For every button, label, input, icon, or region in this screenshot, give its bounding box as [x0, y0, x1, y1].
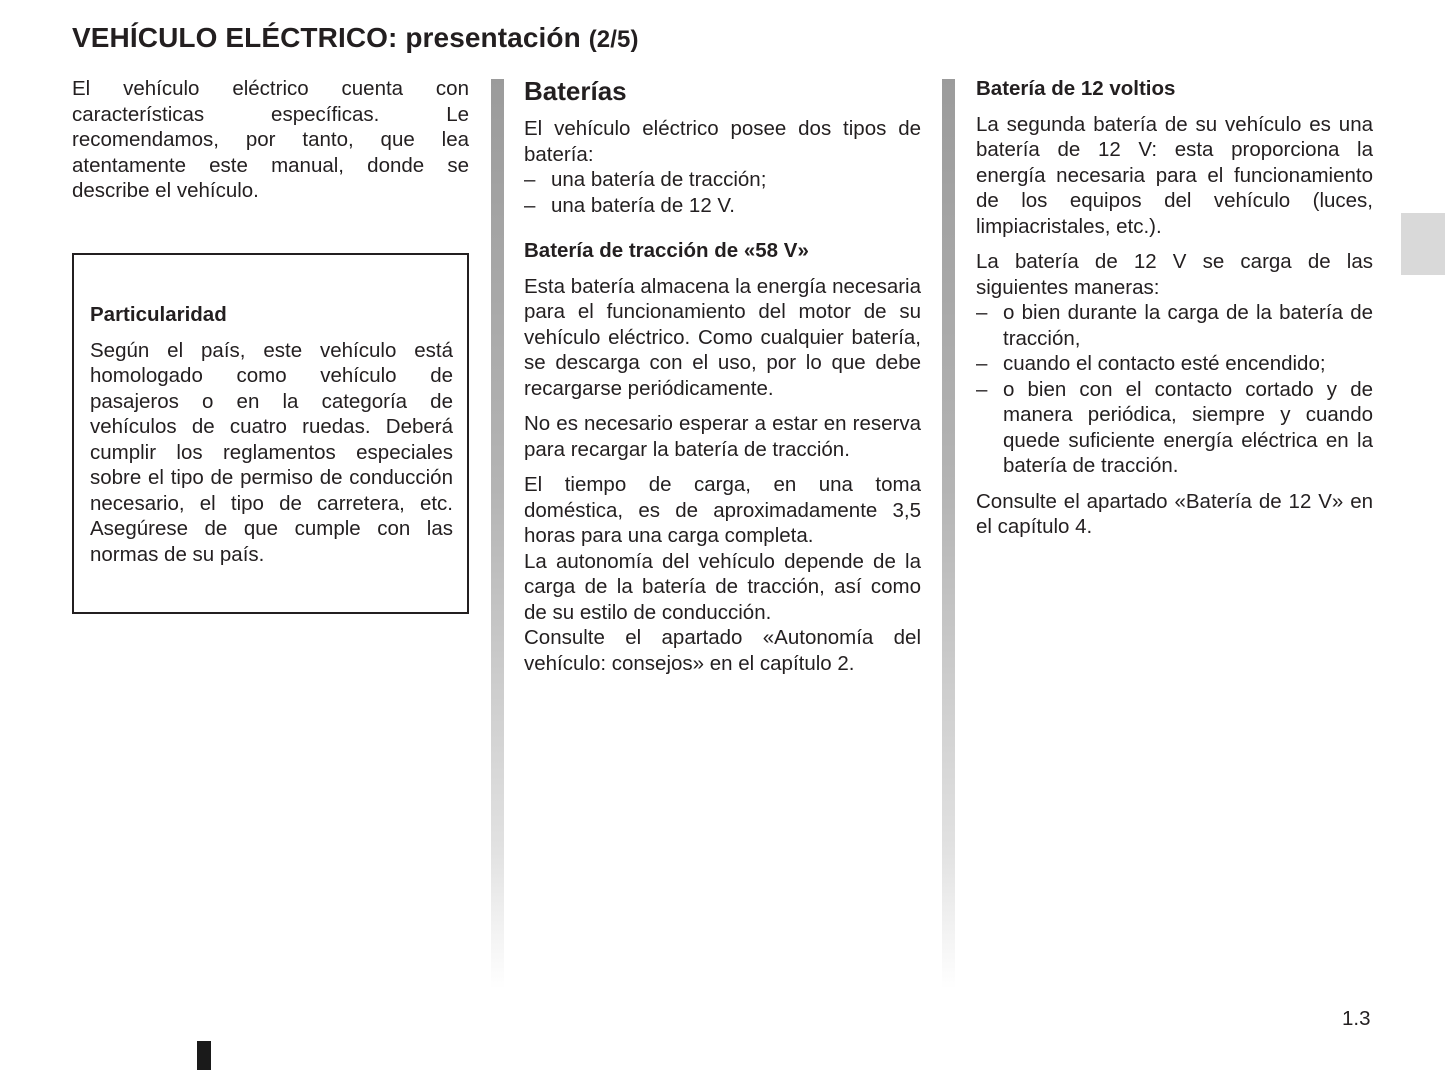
- list-item: – una batería de tracción;: [524, 167, 921, 193]
- battery-types-list: [524, 167, 921, 218]
- traction-paragraph-3b: La autonomía del vehículo depende de la carga de la batería de tracción, así como de su estilo de conducción.: [524, 549, 921, 624]
- battery-12v-paragraph-2: La batería de 12 V se carga de las siguientes maneras:: [976, 250, 1373, 299]
- column-intro: [72, 76, 469, 204]
- page-title-part: (2/5): [588, 26, 639, 53]
- particularity-note-box: [72, 253, 469, 614]
- note-text: Según el país, este vehículo está homologado como vehículo de pasajeros o en la categoría de vehículos de cuatro ruedas. Deberá cumplir los reglamentos especiales sobre el tipo de permiso de conducción necesario, el tipo de carretera, etc. Asegúrese de que cumple con las normas de su país.: [90, 338, 453, 566]
- battery-12v-paragraph-1: La segunda batería de su vehículo es una batería de 12 V: esta proporciona la energía necesaria para el funcionamiento de los equipos del vehículo (luces, limpiacristales, etc.).: [976, 112, 1373, 238]
- traction-battery-heading: Batería de tracción de «58 V»: [524, 239, 809, 262]
- column-divider: [942, 79, 955, 989]
- column-divider: [491, 79, 504, 989]
- list-item: – o bien durante la carga de la batería de tracción,: [976, 300, 1373, 351]
- list-item: – cuando el contacto esté encendido;: [976, 351, 1373, 377]
- intro-paragraph: El vehículo eléctrico cuenta con características específicas. Le recomendamos, por tanto, que lea atentamente este manual, donde se describe el vehículo.: [72, 77, 469, 202]
- batteries-heading: Baterías: [524, 76, 627, 106]
- battery-12v-heading: Batería de 12 voltios: [976, 77, 1176, 100]
- note-heading: Particularidad: [90, 303, 227, 326]
- column-batteries: [524, 76, 921, 676]
- list-item: – o bien con el contacto cortado y de manera periódica, siempre y cuando quede suficiente energía eléctrica en la batería de tracción.: [976, 377, 1373, 479]
- traction-paragraph-1: Esta batería almacena la energía necesaria para el funcionamiento del motor de su vehículo eléctrico. Como cualquier batería, se descarga con el uso, por lo que debe recargarse periódicamente.: [524, 274, 921, 400]
- column-12v-battery: [976, 76, 1373, 540]
- traction-paragraph-2: No es necesario esperar a estar en reserva para recargar la batería de tracción.: [524, 412, 921, 461]
- batteries-intro: El vehículo eléctrico posee dos tipos de batería:: [524, 117, 921, 166]
- page-number: 1.3: [1342, 1007, 1371, 1030]
- charge-ways-list: [976, 300, 1373, 479]
- page-title-main: VEHÍCULO ELÉCTRICO: presentación: [72, 22, 581, 53]
- list-item: – una batería de 12 V.: [524, 193, 921, 219]
- page-title: [72, 22, 639, 54]
- chapter-thumb-tab: [1401, 213, 1445, 275]
- traction-paragraph-3a: El tiempo de carga, en una toma doméstica, es de aproximadamente 3,5 horas para una carga completa.: [524, 473, 921, 547]
- crop-mark: [197, 1041, 211, 1070]
- traction-paragraph-3c: Consulte el apartado «Autonomía del vehículo: consejos» en el capítulo 2.: [524, 626, 921, 675]
- battery-12v-paragraph-3: Consulte el apartado «Batería de 12 V» en el capítulo 4.: [976, 489, 1373, 538]
